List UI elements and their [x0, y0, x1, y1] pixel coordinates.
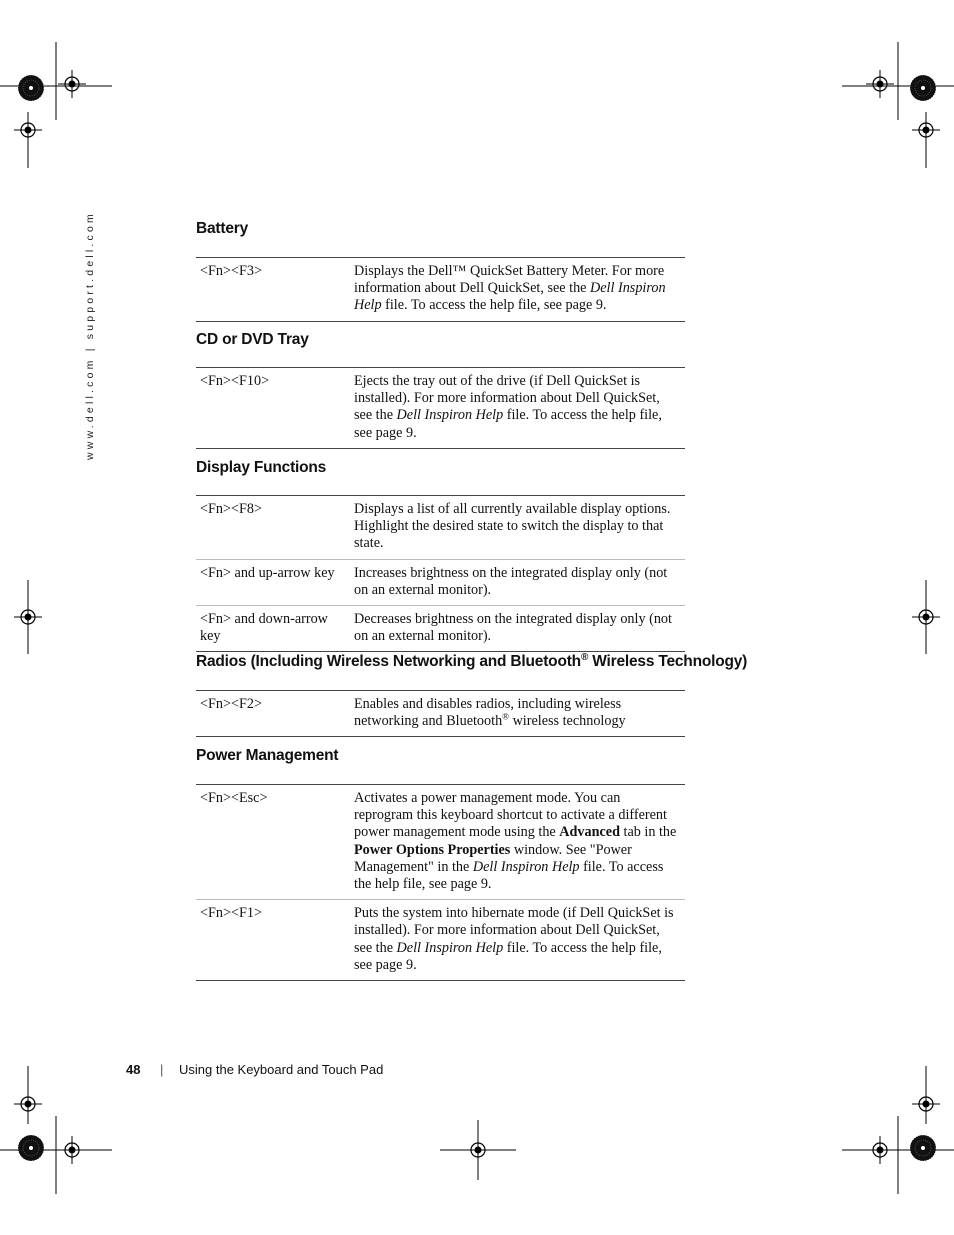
description-text: Ejects the tray out of the drive (if Dell QuickSet is installed). For more information about Dell QuickSet, see the — [354, 373, 660, 424]
description-text: file. To access the help file, see page 9. — [354, 858, 664, 893]
side-website-url: www.dell.com | support.dell.com — [84, 211, 96, 460]
table-row — [196, 258, 685, 322]
description-text: Advanced — [559, 824, 620, 841]
shortcut-key: <Fn><F2> — [200, 696, 262, 712]
shortcut-description — [350, 785, 685, 900]
description-text: window. See "Power Management" in the — [354, 841, 632, 875]
shortcut-table-radios — [196, 690, 685, 737]
shortcut-key: <Fn><Esc> — [200, 790, 268, 806]
description-text: tab in the — [619, 824, 677, 841]
section-title-power-management: Power Management — [196, 747, 339, 764]
footer-separator: | — [160, 1062, 164, 1077]
shortcut-table-power-management — [196, 784, 685, 981]
description-text: Power Options Properties — [354, 841, 511, 858]
shortcut-description — [350, 900, 685, 981]
description-text: Dell Inspiron Help — [396, 939, 504, 956]
shortcut-description — [350, 559, 685, 605]
footer-chapter-title: Using the Keyboard and Touch Pad — [179, 1062, 384, 1077]
table-row — [196, 900, 685, 981]
shortcut-description — [350, 258, 685, 322]
shortcut-table-battery — [196, 257, 685, 322]
description-text: Dell Inspiron Help — [472, 858, 580, 875]
description-text: Dell Inspiron Help — [354, 280, 666, 314]
description-text: Decreases brightness on the integrated display only (not on an external monitor). — [354, 611, 672, 645]
table-row — [196, 368, 685, 449]
table-row — [196, 559, 685, 605]
description-text: file. To access the help file, see page 9. — [354, 407, 662, 441]
description-text: Puts the system into hibernate mode (if Dell QuickSet is installed). For more information about Dell QuickSet, see the — [354, 905, 674, 956]
description-text: Displays a list of all currently available display options. Highlight the desired state to switch the display to that state. — [354, 501, 671, 552]
description-text: file. To access the help file, see page 9. — [354, 939, 662, 973]
radios-title-part-2: Wireless Technology) — [588, 653, 748, 670]
table-row — [196, 496, 685, 560]
shortcut-table-display-functions — [196, 495, 685, 652]
description-text: wireless technology — [509, 713, 626, 730]
shortcut-key: <Fn><F10> — [200, 373, 270, 389]
section-title-display-functions: Display Functions — [196, 459, 327, 476]
description-text: Dell Inspiron Help — [396, 407, 504, 424]
section-title-radios — [196, 653, 747, 671]
table-row — [196, 785, 685, 900]
shortcut-description — [350, 606, 685, 652]
description-text: file. To access the help file, see page 9. — [381, 297, 607, 314]
description-text: Increases brightness on the integrated display only (not on an external monitor). — [354, 564, 668, 598]
shortcut-key: <Fn><F3> — [200, 263, 262, 279]
shortcut-key: <Fn><F1> — [196, 900, 350, 981]
shortcut-description — [350, 368, 685, 449]
shortcut-key: <Fn><F8> — [200, 501, 262, 517]
section-title-battery: Battery — [196, 220, 249, 237]
radios-title-part-1: Radios (Including Wireless Networking and Bluetooth — [196, 653, 581, 670]
table-row — [196, 691, 685, 737]
page-number: 48 — [126, 1062, 141, 1077]
registered-mark: ® — [580, 651, 589, 663]
shortcut-table-cd-dvd-tray — [196, 367, 685, 449]
description-text: Enables and disables radios, including wireless networking and Bluetooth — [354, 696, 622, 730]
section-title-cd-dvd-tray: CD or DVD Tray — [196, 331, 309, 348]
description-text: ® — [502, 711, 510, 722]
shortcut-key: <Fn> and down-arrow key — [196, 606, 350, 652]
description-text: Activates a power management mode. You can reprogram this keyboard shortcut to activate a different power management mode using the — [354, 790, 667, 841]
shortcut-key: <Fn> and up-arrow key — [196, 559, 350, 605]
shortcut-description — [350, 691, 685, 737]
table-row — [196, 606, 685, 652]
description-text: Displays the Dell™ QuickSet Battery Meter. For more information about Dell QuickSet, see the — [354, 263, 665, 297]
shortcut-description — [350, 496, 685, 560]
